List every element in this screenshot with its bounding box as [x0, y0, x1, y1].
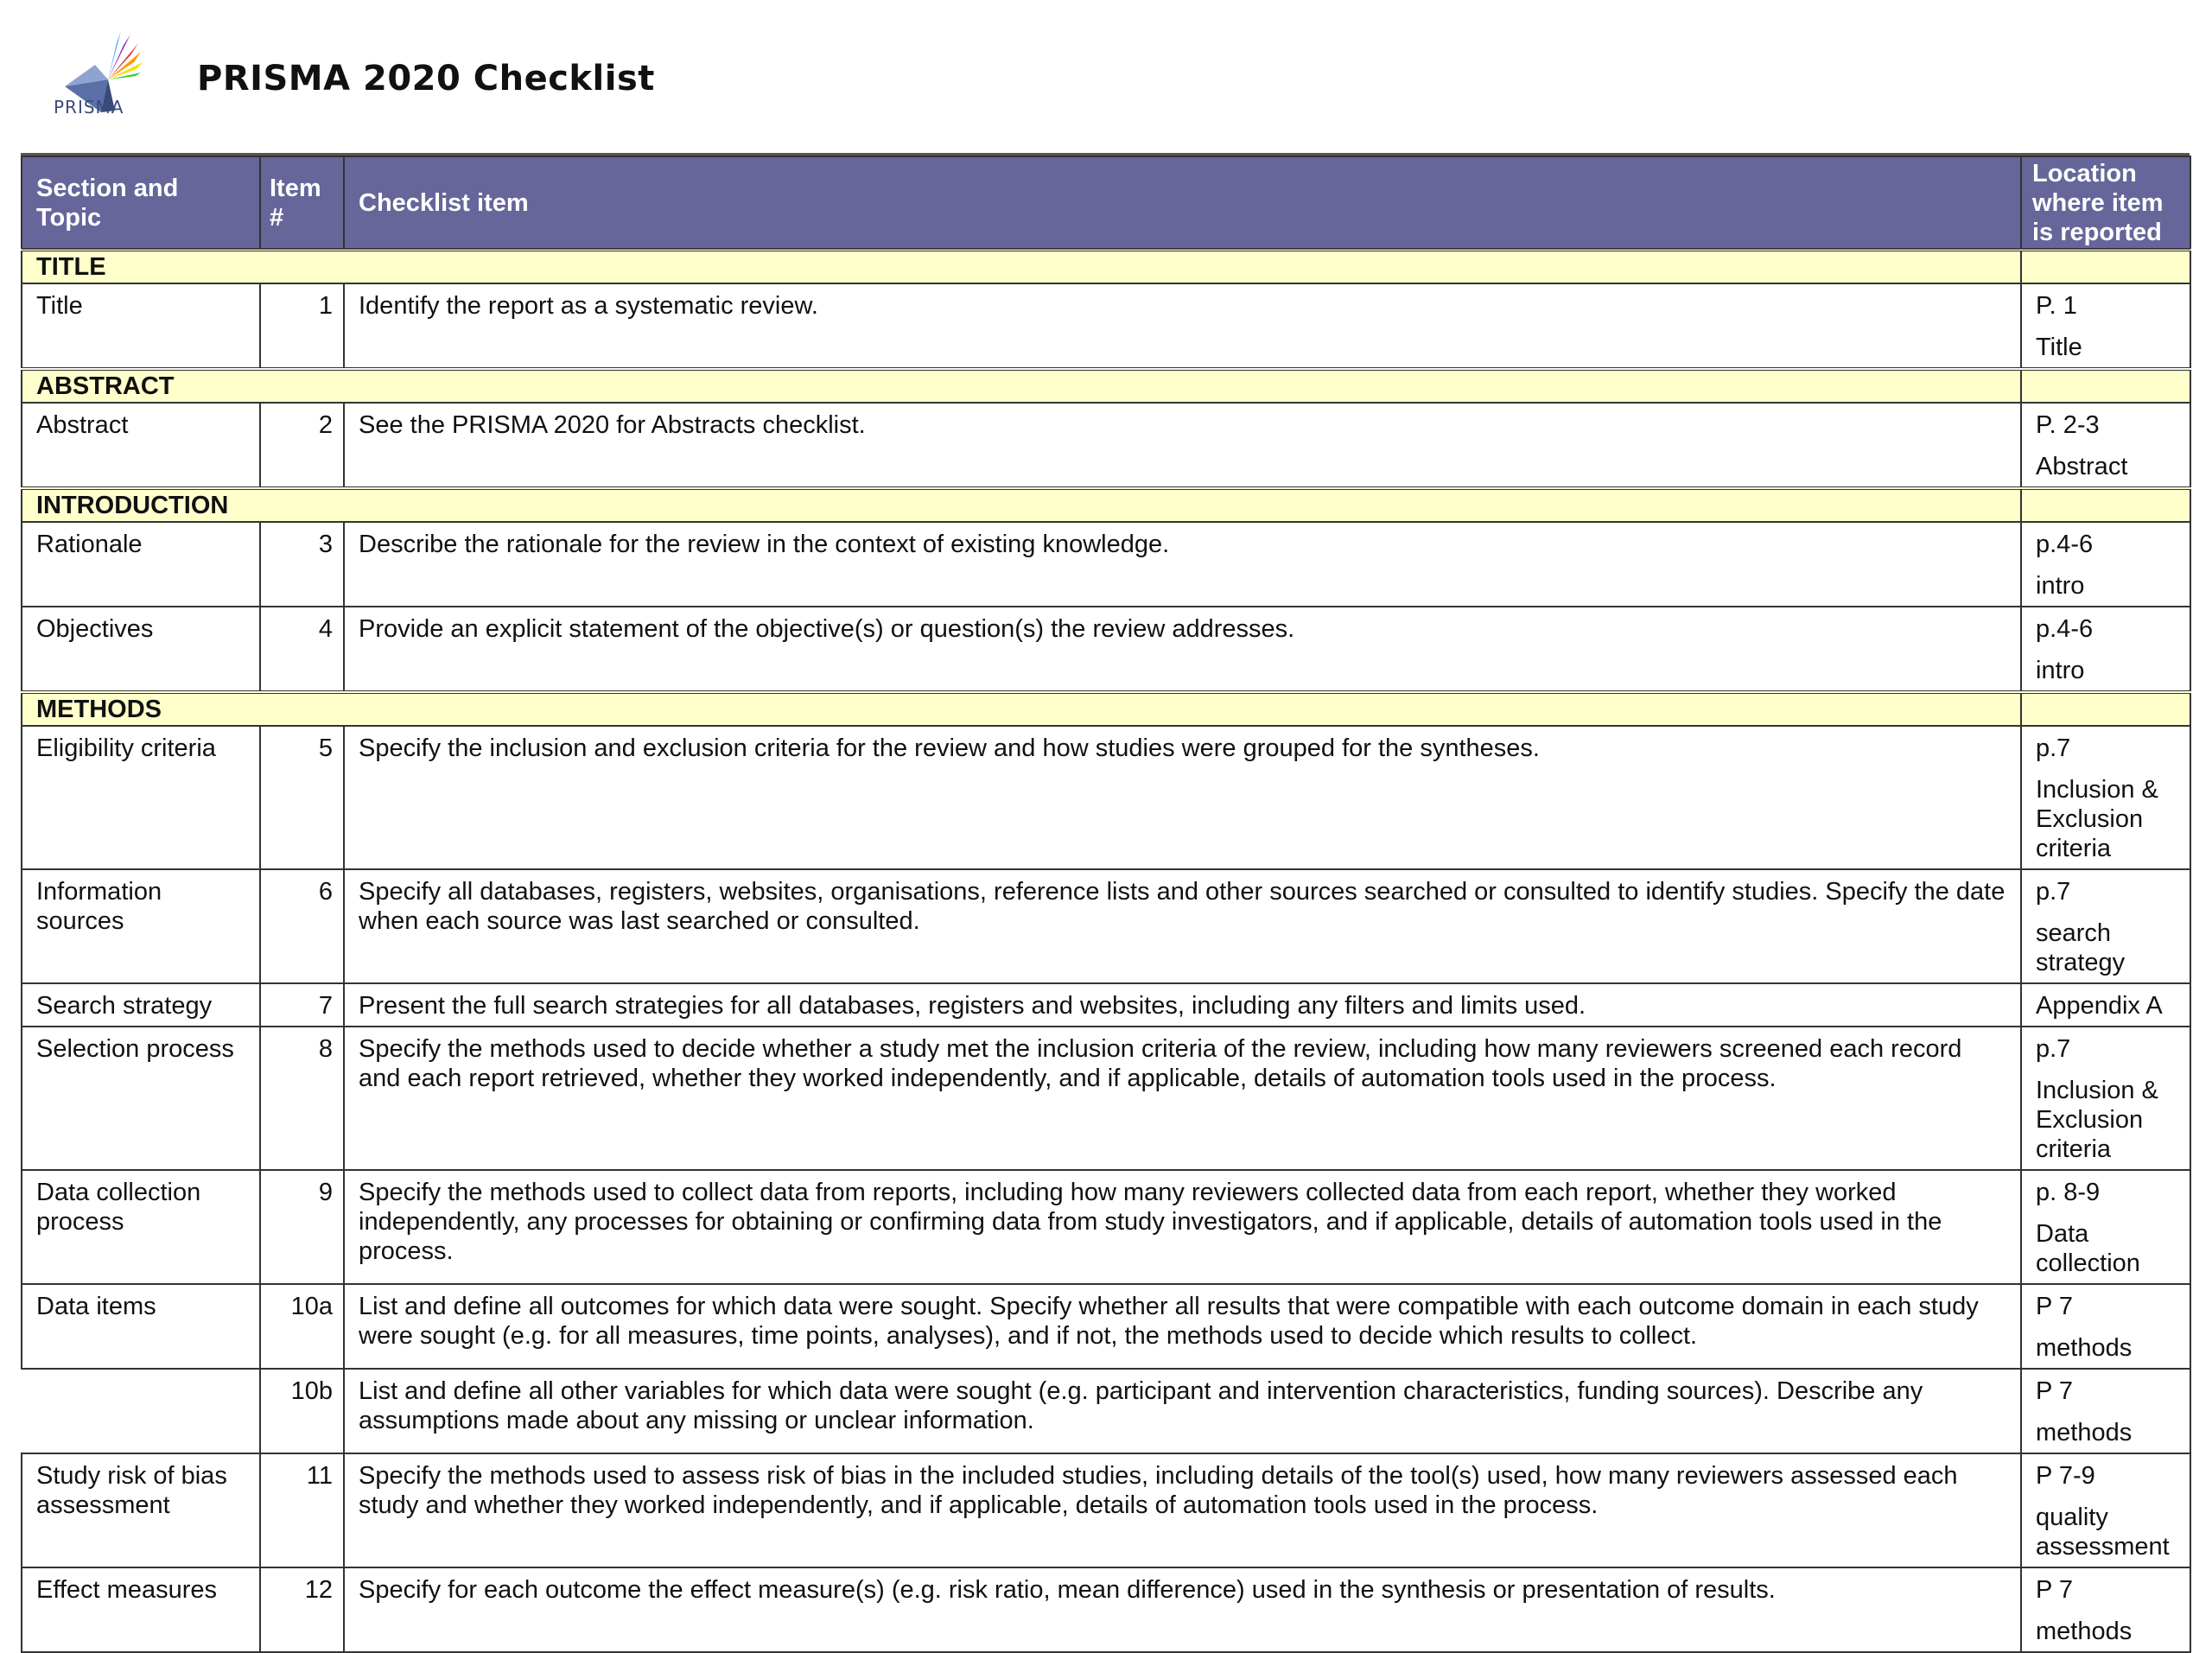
location-section: intro — [2036, 657, 2085, 684]
location-cell — [2021, 607, 2190, 692]
checklist-text-cell: Specify the methods used to decide whether a study met the inclusion criteria of the review, including how many reviewers screened each record and each report retrieved, whether they worked independently, and if applicable, details of automation tools used in the process. — [344, 1027, 2021, 1170]
checklist-text-cell: Provide an explicit statement of the objective(s) or question(s) the review addresses. — [344, 607, 2021, 692]
location-cell — [2021, 1170, 2190, 1284]
item-number-cell: 10a — [260, 1284, 344, 1369]
location-cell — [2021, 983, 2190, 1027]
table-row — [22, 1453, 2190, 1567]
topic-cell: Rationale — [22, 522, 260, 607]
topic-cell: Information sources — [22, 869, 260, 983]
location-cell — [2021, 726, 2190, 869]
location-section: Inclusion & Exclusion criteria — [2036, 1077, 2158, 1163]
checklist-text-cell: List and define all other variables for which data were sought (e.g. participant and intervention characteristics, funding sources). Describe any assumptions made about any missing or unclear information. — [344, 1369, 2021, 1453]
header-item-number: Item # — [260, 156, 344, 250]
location-page: Appendix A — [2036, 992, 2163, 1020]
header-location: Location where item is reported — [2021, 156, 2190, 250]
location-page: p.4-6 — [2036, 615, 2094, 643]
section-location-blank — [2021, 692, 2190, 726]
checklist-text-cell: Specify the methods used to collect data from reports, including how many reviewers collected data from each report, whether they worked independently, any processes for obtaining or confirming data from study investigators, and if applicable, details of automation tools used in the process. — [344, 1170, 2021, 1284]
item-number-cell: 9 — [260, 1170, 344, 1284]
page-title: PRISMA 2020 Checklist — [197, 59, 655, 99]
topic-cell — [22, 1369, 260, 1453]
item-number-cell: 8 — [260, 1027, 344, 1170]
location-section: methods — [2036, 1618, 2133, 1645]
topic-cell: Effect measures — [22, 1567, 260, 1652]
table-row — [22, 1027, 2190, 1170]
section-heading: INTRODUCTION — [22, 488, 2021, 522]
location-section: methods — [2036, 1334, 2133, 1362]
location-cell — [2021, 403, 2190, 488]
location-page: P. 1 — [2036, 292, 2077, 320]
location-page: p.7 — [2036, 878, 2071, 906]
item-number-cell: 2 — [260, 403, 344, 488]
table-row — [22, 869, 2190, 983]
item-number-cell: 7 — [260, 983, 344, 1027]
item-number-cell: 3 — [260, 522, 344, 607]
location-cell — [2021, 1284, 2190, 1369]
checklist-text-cell: Specify all databases, registers, websites, organisations, reference lists and other sources searched or consulted to identify studies. Specify the date when each source was last searched or consulted. — [344, 869, 2021, 983]
item-number-cell: 12 — [260, 1567, 344, 1652]
location-section: search strategy — [2036, 919, 2126, 976]
section-heading: ABSTRACT — [22, 369, 2021, 403]
topic-cell: Search strategy — [22, 983, 260, 1027]
location-page: p.4-6 — [2036, 531, 2094, 558]
section-location-blank — [2021, 369, 2190, 403]
location-page: p. 8-9 — [2036, 1179, 2101, 1206]
header-checklist-item: Checklist item — [344, 156, 2021, 250]
table-row — [22, 283, 2190, 369]
location-section: methods — [2036, 1419, 2133, 1446]
item-number-cell: 5 — [260, 726, 344, 869]
item-number-cell: 11 — [260, 1453, 344, 1567]
topic-cell: Abstract — [22, 403, 260, 488]
location-page: P 7-9 — [2036, 1462, 2095, 1490]
location-page: P 7 — [2036, 1293, 2074, 1320]
location-page: p.7 — [2036, 1035, 2071, 1063]
table-row — [22, 522, 2190, 607]
section-row-abstract — [22, 369, 2190, 403]
location-cell — [2021, 1369, 2190, 1453]
section-location-blank — [2021, 250, 2190, 283]
topic-cell: Eligibility criteria — [22, 726, 260, 869]
checklist-text-cell: Specify for each outcome the effect measure(s) (e.g. risk ratio, mean difference) used in the synthesis or presentation of results. — [344, 1567, 2021, 1652]
checklist-table-container — [21, 156, 2190, 1653]
location-section: Inclusion & Exclusion criteria — [2036, 776, 2158, 862]
section-row-title — [22, 250, 2190, 283]
section-heading: METHODS — [22, 692, 2021, 726]
table-row — [22, 1170, 2190, 1284]
location-cell — [2021, 1567, 2190, 1652]
checklist-text-cell: Present the full search strategies for all databases, registers and websites, including any filters and limits used. — [344, 983, 2021, 1027]
item-number-cell: 1 — [260, 283, 344, 369]
topic-cell: Study risk of bias assessment — [22, 1453, 260, 1567]
checklist-text-cell: See the PRISMA 2020 for Abstracts checklist. — [344, 403, 2021, 488]
table-row — [22, 607, 2190, 692]
location-cell — [2021, 869, 2190, 983]
location-section: intro — [2036, 572, 2085, 600]
location-cell — [2021, 283, 2190, 369]
checklist-table — [21, 156, 2191, 1653]
topic-cell: Objectives — [22, 607, 260, 692]
table-row — [22, 1369, 2190, 1453]
checklist-text-cell: Identify the report as a systematic review. — [344, 283, 2021, 369]
location-cell — [2021, 1027, 2190, 1170]
section-row-methods — [22, 692, 2190, 726]
table-header-row — [22, 156, 2190, 250]
logo-text: PRISMA — [54, 97, 124, 118]
location-section: Data collection — [2036, 1220, 2140, 1277]
checklist-text-cell: Specify the inclusion and exclusion criteria for the review and how studies were grouped for the syntheses. — [344, 726, 2021, 869]
location-cell — [2021, 522, 2190, 607]
header-section-topic: Section and Topic — [22, 156, 260, 250]
location-cell — [2021, 1453, 2190, 1567]
checklist-text-cell: Describe the rationale for the review in the context of existing knowledge. — [344, 522, 2021, 607]
table-row — [22, 983, 2190, 1027]
location-page: p.7 — [2036, 734, 2071, 762]
location-page: P. 2-3 — [2036, 411, 2100, 439]
table-row — [22, 403, 2190, 488]
location-section: Title — [2036, 334, 2082, 361]
table-row — [22, 1284, 2190, 1369]
topic-cell: Selection process — [22, 1027, 260, 1170]
item-number-cell: 6 — [260, 869, 344, 983]
topic-cell: Data items — [22, 1284, 260, 1369]
location-section: quality assessment — [2036, 1504, 2170, 1561]
section-heading: TITLE — [22, 250, 2021, 283]
location-page: P 7 — [2036, 1576, 2074, 1604]
table-row — [22, 726, 2190, 869]
location-page: P 7 — [2036, 1377, 2074, 1405]
topic-cell: Title — [22, 283, 260, 369]
location-section: Abstract — [2036, 453, 2128, 480]
item-number-cell: 10b — [260, 1369, 344, 1453]
checklist-text-cell: List and define all outcomes for which data were sought. Specify whether all results that were compatible with each outcome domain in each study were sought (e.g. for all measures, time points, analyses), and if not, the methods used to decide which results to collect. — [344, 1284, 2021, 1369]
checklist-text-cell: Specify the methods used to assess risk of bias in the included studies, including details of the tool(s) used, how many reviewers assessed each study and whether they worked independently, and if applicable, details of automation tools used in the process. — [344, 1453, 2021, 1567]
table-body — [22, 250, 2190, 1652]
topic-cell: Data collection process — [22, 1170, 260, 1284]
section-location-blank — [2021, 488, 2190, 522]
section-row-introduction — [22, 488, 2190, 522]
table-row — [22, 1567, 2190, 1652]
item-number-cell: 4 — [260, 607, 344, 692]
